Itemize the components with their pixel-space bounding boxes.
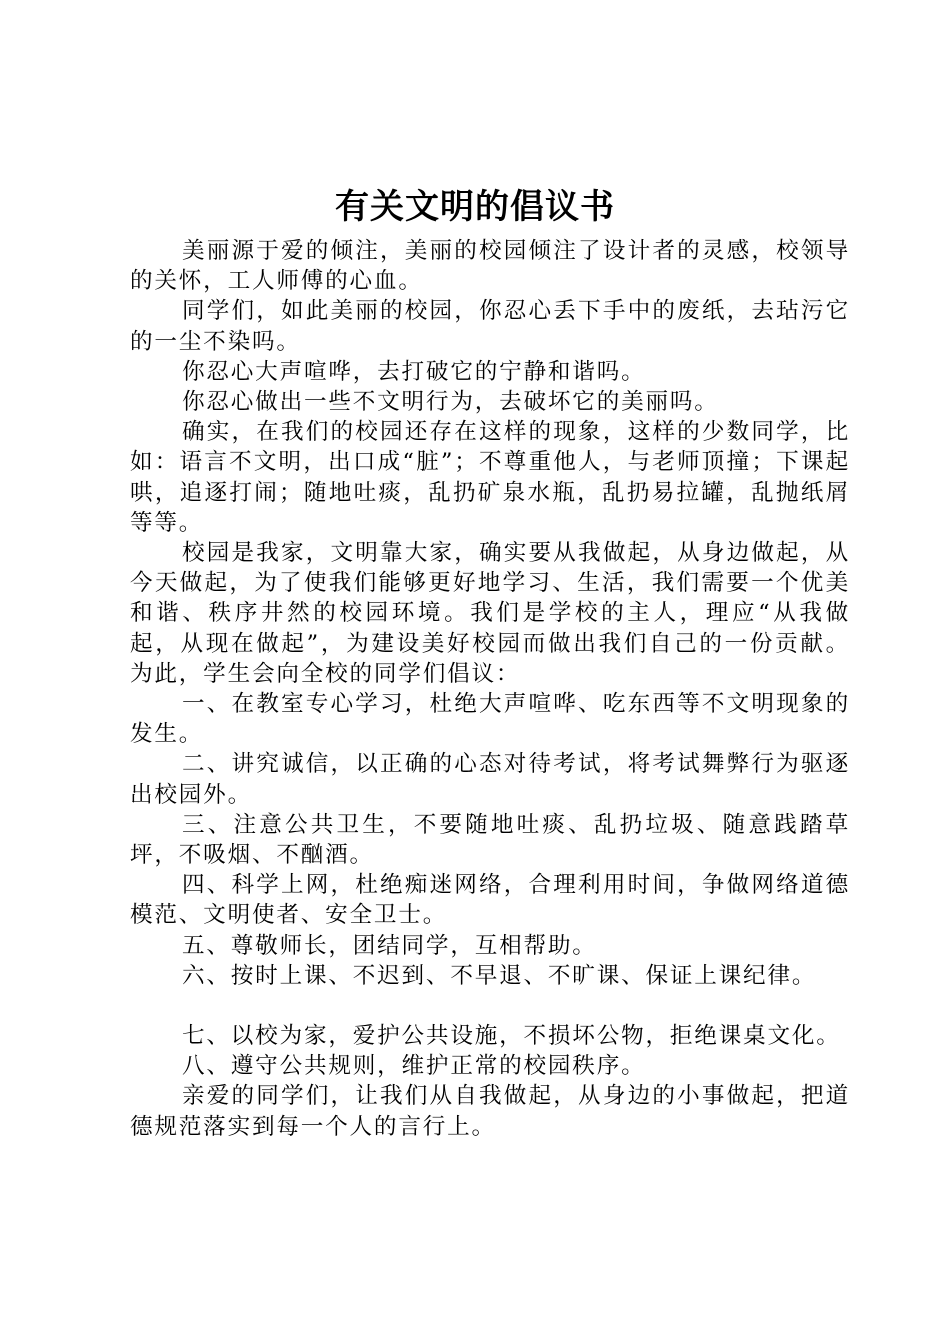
list-item-7: 七、以校为家，爱护公共设施，不损坏公物，拒绝课桌文化。 xyxy=(182,1023,841,1050)
list-item-6: 六、按时上课、不迟到、不早退、不旷课、保证上课纪律。 xyxy=(182,962,817,989)
paragraph-closing: 亲爱的同学们，让我们从自我做起，从身边的小事做起，把道德规范落实到每一个人的言行上。 xyxy=(130,1083,850,1140)
list-item-3: 三、注意公共卫生，不要随地吐痰、乱扔垃圾、随意践踏草坪，不吸烟、不酗酒。 xyxy=(130,811,850,869)
list-item-5: 五、尊敬师长，团结同学，互相帮助。 xyxy=(182,932,597,959)
paragraph-question-noise: 你忍心大声喧哗，去打破它的宁静和谐吗。 xyxy=(182,358,646,385)
paragraph-intro: 美丽源于爱的倾注，美丽的校园倾注了设计者的灵感，校领导的关怀，工人师傅的心血。 xyxy=(130,238,850,295)
document-body xyxy=(130,236,850,1142)
list-item-4: 四、科学上网，杜绝痴迷网络，合理利用时间，争做网络道德模范、文明使者、安全卫士。 xyxy=(130,872,850,929)
list-item-8: 八、遵守公共规则，维护正常的校园秩序。 xyxy=(182,1053,646,1080)
list-item-2: 二、讲究诚信，以正确的心态对待考试，将考试舞弊行为驱逐出校园外。 xyxy=(130,751,850,808)
paragraph-proposal: 校园是我家，文明靠大家，确实要从我做起，从身边做起，从今天做起，为了使我们能够更好地学习、生活，我们需要一个优美和谐、秩序井然的校园环境。我们是学校的主人，理应“从我做起，从现在做起”，为建设美好校园而做出我们自己的一份贡献。为此，学生会向全校的同学们倡议： xyxy=(130,540,850,687)
list-item-1: 一、在教室专心学习，杜绝大声喧哗、吃东西等不文明现象的发生。 xyxy=(130,691,850,748)
paragraph-question-behavior: 你忍心做出一些不文明行为，去破坏它的美丽吗。 xyxy=(182,389,719,416)
paragraph-phenomena: 确实，在我们的校园还存在这样的现象，这样的少数同学，比如：语言不文明，出口成“脏”；不尊重他人，与老师顶撞；下课起哄，追逐打闹；随地吐痰，乱扔矿泉水瓶，乱扔易拉罐，乱抛纸屑等等。 xyxy=(130,419,850,536)
paragraph-question-litter: 同学们，如此美丽的校园，你忍心丢下手中的废纸，去玷污它的一尘不染吗。 xyxy=(130,298,850,355)
document-title: 有关文明的倡议书 xyxy=(335,187,615,227)
